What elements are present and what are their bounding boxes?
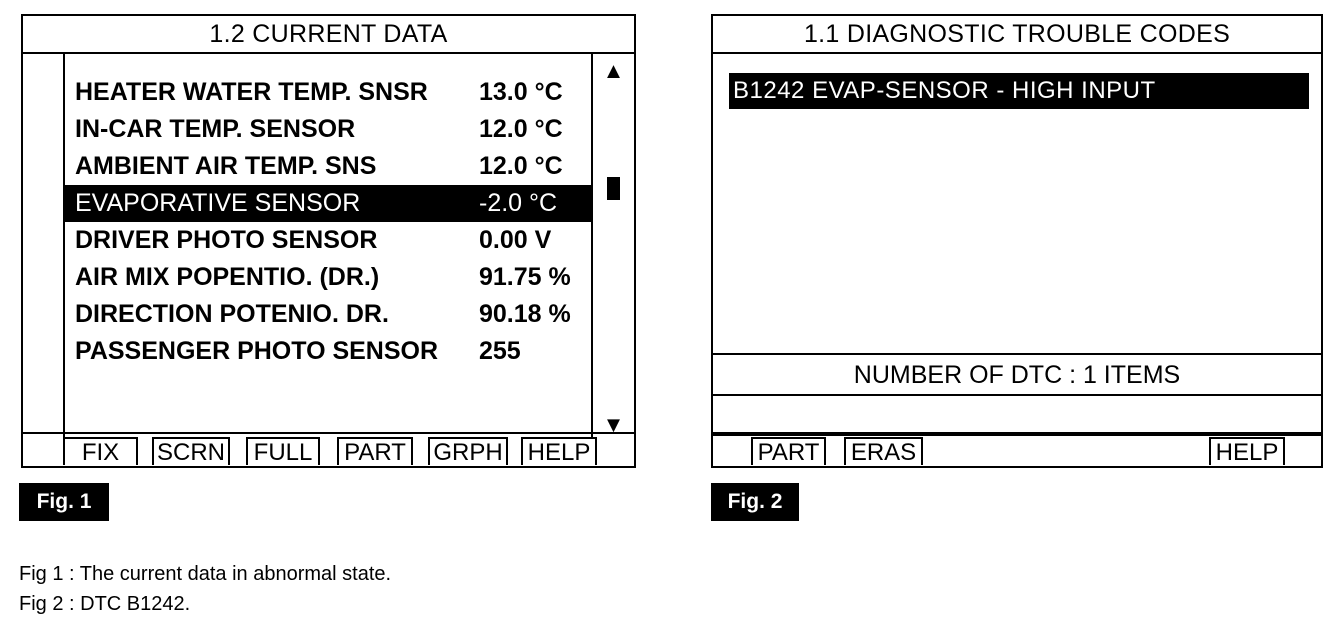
data-row-label: AMBIENT AIR TEMP. SNS bbox=[75, 152, 377, 180]
scroll-up-icon[interactable]: ▲ bbox=[602, 58, 625, 83]
data-row-label: HEATER WATER TEMP. SNSR bbox=[75, 78, 428, 106]
part-button[interactable]: PART bbox=[751, 437, 826, 465]
data-row-value: 91.75 % bbox=[479, 263, 571, 291]
help-button[interactable]: HELP bbox=[1209, 437, 1285, 465]
scrn-button[interactable]: SCRN bbox=[152, 437, 230, 465]
caption: Fig 1 : The current data in abnormal state. bbox=[19, 563, 392, 585]
data-row-value: 255 bbox=[479, 337, 521, 365]
data-list bbox=[65, 74, 591, 370]
data-row-evaporative-sensor[interactable] bbox=[65, 185, 591, 222]
dtc-screen bbox=[711, 14, 1323, 468]
data-row-driver-photo-sensor[interactable] bbox=[65, 222, 591, 259]
dtc-title: 1.1 DIAGNOSTIC TROUBLE CODES bbox=[713, 16, 1321, 54]
current-data-title: 1.2 CURRENT DATA bbox=[23, 16, 634, 54]
caption: Fig 2 : DTC B1242. bbox=[19, 593, 191, 615]
figure-label: Fig. 2 bbox=[711, 483, 799, 521]
data-row-value: 0.00 V bbox=[479, 226, 552, 254]
data-row-in-car-temp[interactable] bbox=[65, 111, 591, 148]
data-row-value: -2.0 °C bbox=[479, 189, 558, 217]
function-key-bar bbox=[713, 432, 1321, 466]
data-row-value: 90.18 % bbox=[479, 300, 571, 328]
data-row-air-mix-potentio[interactable] bbox=[65, 259, 591, 296]
left-gutter bbox=[23, 52, 65, 438]
figure-label: Fig. 1 bbox=[19, 483, 109, 521]
data-row-ambient-air-temp[interactable] bbox=[65, 148, 591, 185]
data-row-label: IN-CAR TEMP. SENSOR bbox=[75, 115, 356, 143]
data-row-heater-water-temp[interactable] bbox=[65, 74, 591, 111]
data-row-label: DIRECTION POTENIO. DR. bbox=[75, 300, 389, 328]
dtc-list-item[interactable]: B1242 EVAP-SENSOR - HIGH INPUT bbox=[729, 73, 1309, 109]
current-data-screen bbox=[21, 14, 636, 468]
grph-button[interactable]: GRPH bbox=[428, 437, 508, 465]
data-row-label: PASSENGER PHOTO SENSOR bbox=[75, 337, 439, 365]
data-row-value: 12.0 °C bbox=[479, 115, 563, 143]
fix-button[interactable]: FIX bbox=[63, 437, 138, 465]
full-button[interactable]: FULL bbox=[246, 437, 320, 465]
data-row-label: AIR MIX POPENTIO. (DR.) bbox=[75, 263, 380, 291]
data-row-label: EVAPORATIVE SENSOR bbox=[75, 189, 361, 217]
part-button[interactable]: PART bbox=[337, 437, 413, 465]
dtc-count: NUMBER OF DTC : 1 ITEMS bbox=[713, 353, 1321, 396]
help-button[interactable]: HELP bbox=[521, 437, 597, 465]
scrollbar[interactable] bbox=[591, 52, 634, 438]
data-row-passenger-photo-sensor[interactable] bbox=[65, 333, 591, 370]
data-row-label: DRIVER PHOTO SENSOR bbox=[75, 226, 378, 254]
eras-button[interactable]: ERAS bbox=[844, 437, 923, 465]
function-key-bar bbox=[23, 432, 634, 466]
scroll-down-icon[interactable]: ▼ bbox=[602, 412, 625, 437]
data-row-direction-potenio[interactable] bbox=[65, 296, 591, 333]
data-row-value: 12.0 °C bbox=[479, 152, 563, 180]
scroll-thumb[interactable] bbox=[607, 177, 620, 200]
data-row-value: 13.0 °C bbox=[479, 78, 563, 106]
message-bar bbox=[713, 396, 1321, 436]
